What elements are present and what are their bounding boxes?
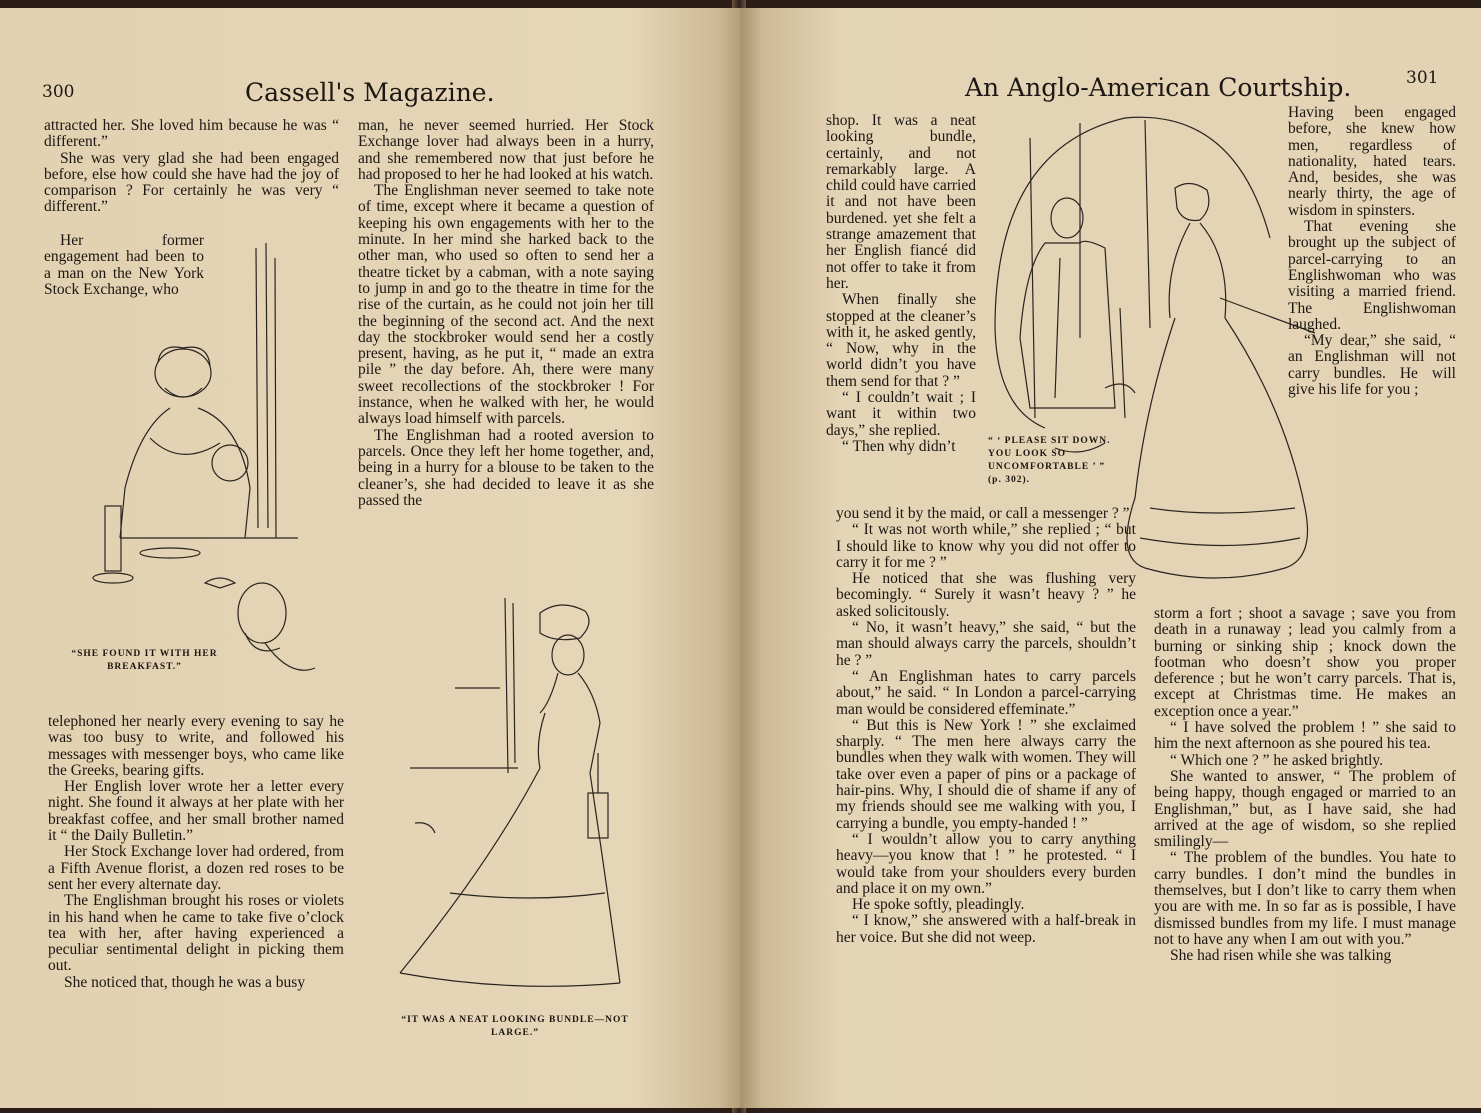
right-col2-narrow xyxy=(1288,105,1456,398)
left-col1-top xyxy=(44,118,339,216)
paragraph: She had risen while she was talking xyxy=(1170,947,1392,965)
paragraph: “ But this is New York ! ” she exclaimed sharply. “ The men here always carry the bundles when they walk with women. They will take over even a paper of pins or a package of hair-pins. Why, I should die of shame if any of my friends should see me walking with you, I carrying a bundle, you empty-handed ! ” xyxy=(836,716,1136,832)
paragraph: He spoke softly, pleadingly. xyxy=(852,896,1025,914)
paragraph: “ The problem of the bundles. You hate to carry bundles. I don’t mind the bundles in themselves, but I don’t like to carry them when you are with me. In so far as is possible, I have dismissed bundles from my life. I must manage not to have any when I am out with you.” xyxy=(1154,849,1456,948)
paragraph: Her former engagement had been to a man on the New York Stock Exchange, who xyxy=(44,232,204,298)
illustration-caption: “SHE FOUND IT WITH HER BREAKFAST.” xyxy=(71,649,218,672)
paragraph: attracted her. She loved him because he was “ different.” xyxy=(44,117,339,151)
left-col2 xyxy=(358,118,654,509)
paragraph: That evening she brought up the subject of parcel-carrying to an Englishwoman who was visiting a married friend. The Englishwoman laughed. xyxy=(1288,218,1456,333)
left-col1-bottom xyxy=(48,714,344,991)
paragraph: “ An Englishman hates to carry parcels about,” he said. “ In London a parcel-carrying man would be considered effeminate.” xyxy=(836,667,1136,718)
right-col1-narrow xyxy=(826,113,976,455)
illustration-caption: “IT WAS A NEAT LOOKING BUNDLE—NOT LARGE.” xyxy=(401,1015,629,1038)
bundle-illustration xyxy=(390,593,675,1013)
paragraph: shop. It was a neat looking bundle, certainly, and not remarkably large. A child could have carried it and not have been burdened. yet she felt a strange amazement that her English fiancé did not offer to take it from her. xyxy=(826,112,976,292)
paragraph: “ No, it wasn’t heavy,” she said, “ but the man should always carry the parcels, shouldn’t he ? ” xyxy=(836,619,1136,669)
paragraph: “ I couldn’t wait ; I want it within two days,” she replied. xyxy=(826,389,976,439)
paragraph: “ I wouldn’t allow you to carry anything heavy—you know that ! ” he protested. “ I would take from your shoulders every burden and place it on my own.” xyxy=(836,830,1136,897)
paragraph: storm a fort ; shoot a savage ; save you from death in a runaway ; lead you calmly from a burning or sinking ship ; knock down the footman who doesn’t show you proper deference ; but he won’t carry parcels. That is, except at Christmas time. He makes an exception once a year.” xyxy=(1154,605,1456,720)
paragraph: you send it by the maid, or call a messenger ? ” xyxy=(836,505,1130,522)
illustration-caption: “ ‘ PLEASE SIT DOWN. YOU LOOK SO UNCOMFORTABLE ’ ” (p. 302). xyxy=(988,436,1111,485)
paragraph: “My dear,” she said, “ an Englishman will not carry bundles. He will give his life for you ; xyxy=(1288,332,1456,399)
right-col1-bottom xyxy=(836,506,1136,946)
left-page xyxy=(0,8,740,1108)
paragraph: The Englishman brought his roses or violets in his hand when he came to take five o’clock tea with her, after having experienced a peculiar sentimental delight in picking them out. xyxy=(48,892,344,975)
page-number: 300 xyxy=(42,82,75,102)
running-title: Cassell's Magazine. xyxy=(245,78,495,107)
paragraph: He noticed that she was flushing very becomingly. “ Surely it wasn’t heavy ? ” he asked solicitously. xyxy=(836,570,1136,620)
paragraph: “ It was not worth while,” she replied ; “ but I should like to know why you did not offer to carry it for me ? ” xyxy=(836,521,1136,571)
running-title: An Anglo-American Courtship. xyxy=(965,73,1352,102)
paragraph: man, he never seemed hurried. Her Stock Exchange lover had always been in a hurry, and she remembered now that just before he had proposed to her he had looked at his watch. xyxy=(358,117,654,183)
paragraph: “ Then why didn’t xyxy=(842,437,956,455)
paragraph: The Englishman never seemed to take note of time, except where it became a question of keeping his own engagements with her to the minute. In her mind she harked back to the other man, who used so often to send her a theatre ticket by a cabman, with a note saying to jump in and go to the theatre in time for the rise of the curtain, as he could not join her till the beginning of the second act. And the next day the stockbroker would send her a costly present, having, as he put it, “ made an extra pile ” the day before. Ah, there were many sweet recollections of the stockbroker ! For instance, when he walked with her, he would always load himself with parcels. xyxy=(358,182,654,428)
paragraph: The Englishman had a rooted aversion to parcels. Once they left her home together, and, being in a hurry for a blouse to be taken to the cleaner’s, she had decided to leave it as she passed the xyxy=(358,426,654,509)
paragraph: Having been engaged before, she knew how men, regardless of nationality, hated tears. And, besides, she was nearly thirty, the age of wisdom in spinsters. xyxy=(1288,104,1456,219)
paragraph: “ Which one ? ” he asked brightly. xyxy=(1170,751,1384,769)
paragraph: She wanted to answer, “ The problem of being happy, though engaged or married to an Englishman,” but, as I have said, she had arrived at the age of wisdom, so she replied smilingly— xyxy=(1154,767,1456,851)
paragraph: Her Stock Exchange lover had ordered, from a Fifth Avenue florist, a dozen red roses to be sent her every alternate day. xyxy=(48,843,344,893)
paragraph: “ I have solved the problem ! ” she said to him the next afternoon as she poured his tea. xyxy=(1154,719,1456,753)
paragraph: “ I know,” she answered with a half-break in her voice. But she did not weep. xyxy=(836,912,1136,946)
page-number: 301 xyxy=(1406,68,1439,88)
paragraph: Her English lover wrote her a letter every night. She found it always at her plate with her breakfast coffee, and her small brother named it “ the Daily Bulletin.” xyxy=(48,778,344,845)
right-page xyxy=(740,8,1481,1108)
paragraph: She was very glad she had been engaged before, else how could she have had the joy of comparison ? For certainly he was very “ different.” xyxy=(44,149,339,216)
paragraph: telephoned her nearly every evening to say he was too busy to write, and followed his messages with messenger boys, who came like the Greeks, bearing gifts. xyxy=(48,713,344,779)
breakfast-illustration xyxy=(80,238,320,698)
right-col2-bottom xyxy=(1154,606,1456,965)
paragraph: When finally she stopped at the cleaner’s with it, he asked gently, “ Now, why in the world didn’t you have them send for that ? ” xyxy=(826,291,976,390)
paragraph: She noticed that, though he was a busy xyxy=(64,973,306,991)
